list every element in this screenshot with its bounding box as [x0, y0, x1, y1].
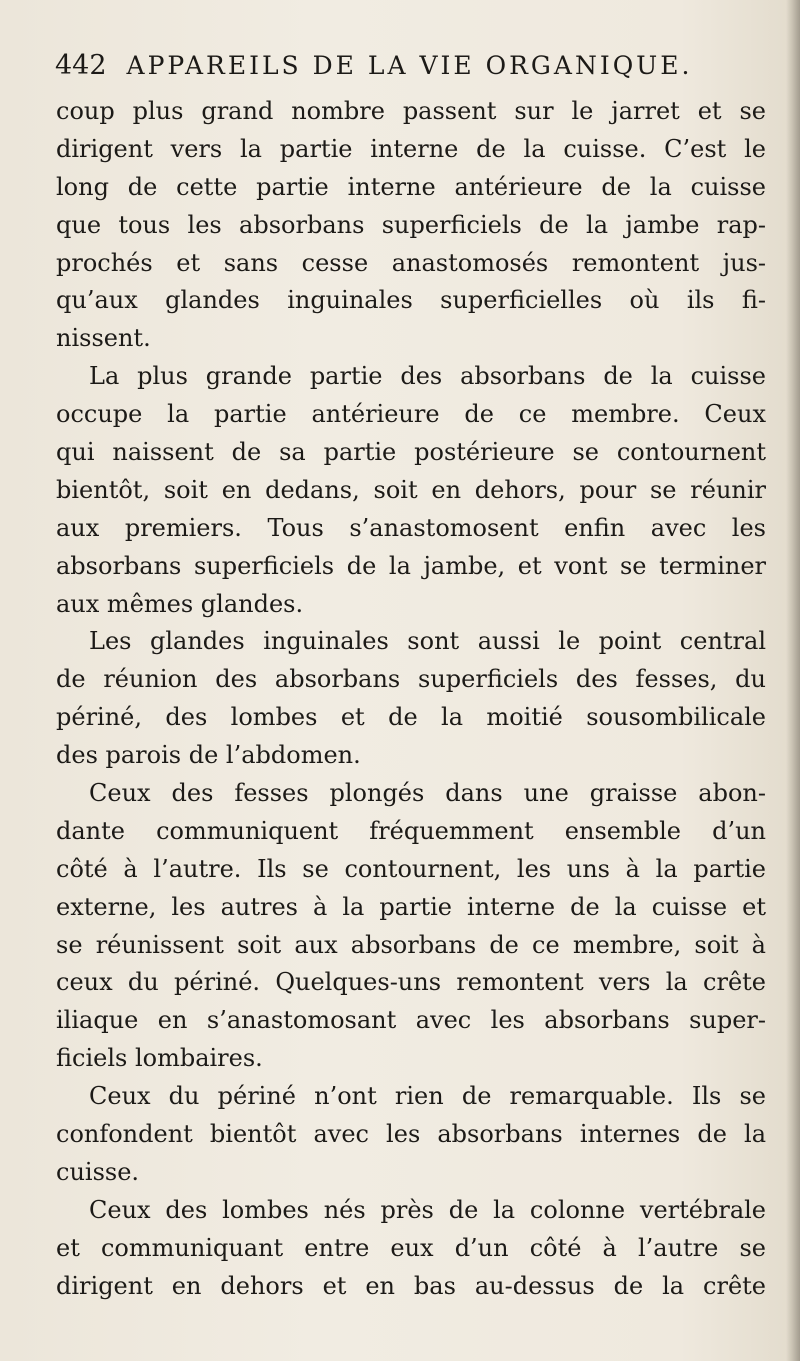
text-line: confondent bientôt avec les absorbans internes de la [56, 1120, 766, 1149]
text-line: bientôt, soit en dedans, soit en dehors, pour se réunir [56, 475, 766, 504]
text-line: La plus grande partie des absorbans de la cuisse [89, 362, 766, 391]
text-line: externe, les autres à la partie interne de la cuisse et [56, 892, 766, 921]
text-line: dante communiquent fréquemment ensemble d’un [56, 816, 766, 845]
text-line: des parois de l’abdomen. [56, 741, 361, 770]
text-line: Ceux du périné n’ont rien de remarquable. Ils se [89, 1082, 766, 1111]
running-title: APPAREILS DE LA VIE ORGANIQUE. [126, 51, 693, 80]
text-line: Ceux des fesses plongés dans une graisse abon- [89, 779, 766, 808]
running-header [55, 50, 755, 90]
text-line: prochés et sans cesse anastomosés remontent jus- [56, 248, 766, 277]
text-line: dirigent en dehors et en bas au-dessus de la crête [56, 1271, 766, 1300]
page-edge-shadow [786, 0, 800, 1361]
text-line: aux premiers. Tous s’anastomosent enfin avec les [56, 513, 766, 542]
text-line: et communiquant entre eux d’un côté à l’autre se [56, 1233, 766, 1262]
text-line: Les glandes inguinales sont aussi le point central [89, 627, 766, 656]
text-line: Ceux des lombes nés près de la colonne vertébrale [89, 1195, 766, 1224]
text-line: aux mêmes glandes. [56, 589, 304, 618]
text-line: côté à l’autre. Ils se contournent, les uns à la partie [56, 854, 766, 883]
text-line: ficiels lombaires. [56, 1044, 263, 1073]
text-line: de réunion des absorbans superficiels des fesses, du [56, 665, 766, 694]
text-line: absorbans superficiels de la jambe, et vont se terminer [56, 551, 766, 580]
text-line: cuisse. [56, 1157, 140, 1186]
text-line: périné, des lombes et de la moitié sousombilicale [56, 703, 766, 732]
text-line: occupe la partie antérieure de ce membre. Ceux [56, 400, 766, 429]
text-line: dirigent vers la partie interne de la cuisse. C’est le [56, 134, 766, 163]
text-line: se réunissent soit aux absorbans de ce membre, soit à [56, 930, 766, 959]
text-line: qui naissent de sa partie postérieure se contournent [56, 438, 766, 467]
text-line: iliaque en s’anastomosant avec les absorbans super- [56, 1006, 766, 1035]
page-number: 442 [55, 50, 107, 81]
text-line: nissent. [56, 324, 151, 353]
text-line: que tous les absorbans superficiels de la jambe rap- [56, 210, 766, 239]
text-line: long de cette partie interne antérieure de la cuisse [56, 172, 766, 201]
text-line: qu’aux glandes inguinales superficielles où ils fi- [56, 286, 766, 315]
text-line: ceux du périné. Quelques-uns remontent vers la crête [56, 968, 766, 997]
body-text [56, 93, 766, 1306]
text-line: coup plus grand nombre passent sur le jarret et se [56, 97, 766, 125]
